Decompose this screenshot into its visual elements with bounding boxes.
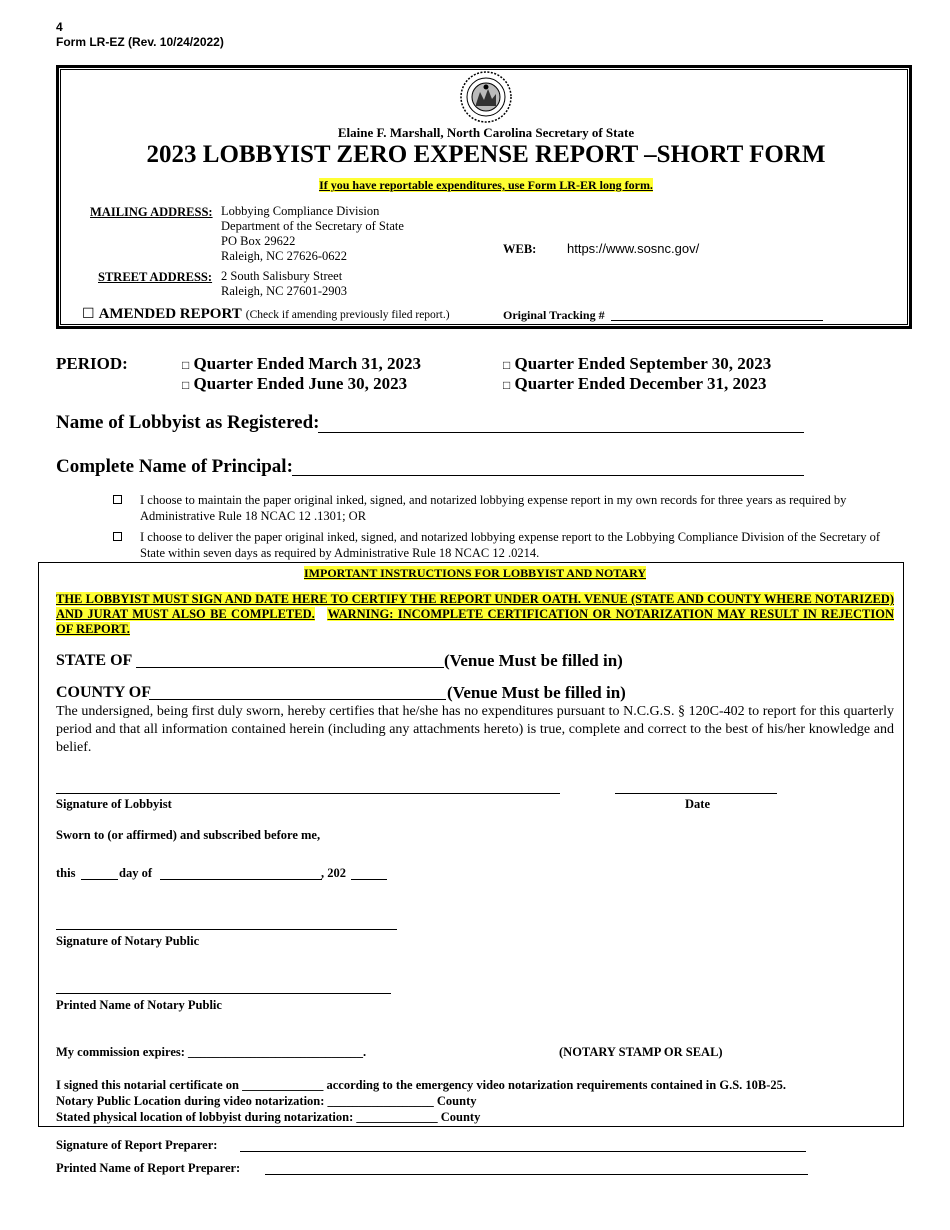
street-label: STREET ADDRESS:	[98, 270, 213, 284]
mailing-address	[221, 204, 404, 264]
lobbyist-location-blank[interactable]: _____________	[356, 1110, 438, 1124]
period-q3[interactable]: □ Quarter Ended September 30, 2023	[503, 354, 772, 373]
state-seal-icon	[458, 70, 514, 124]
period-label: PERIOD:	[56, 354, 128, 373]
mailing-line: Raleigh, NC 27626-0622	[221, 249, 348, 263]
jurat-day-line[interactable]	[81, 879, 118, 880]
commission-expires: My commission expires: ____________________________.	[56, 1045, 367, 1059]
jurat-year-prefix: , 202	[321, 866, 346, 880]
principal-name-line[interactable]	[292, 475, 804, 476]
video-line-3-label: Stated physical location of lobbyist during notarization:	[56, 1110, 354, 1124]
long-form-note-row	[0, 176, 950, 194]
sworn-text: Sworn to (or affirmed) and subscribed before me,	[56, 828, 321, 842]
deliver-report-checkbox[interactable]	[113, 532, 122, 541]
street-address	[221, 269, 347, 299]
period-q2[interactable]: □ Quarter Ended June 30, 2023	[182, 374, 408, 393]
mailing-label: MAILING ADDRESS:	[90, 205, 213, 219]
keep-records-text: I choose to maintain the paper original inked, signed, and notarized lobbying expense report in my own records for three years as required by Administrative Rule 18 NCAC 12 .1301; OR	[140, 493, 847, 523]
street-line: 2 South Salisbury Street	[221, 269, 343, 283]
period-q4-label: Quarter Ended December 31, 2023	[514, 374, 767, 393]
notary-heading: IMPORTANT INSTRUCTIONS FOR LOBBYIST AND NOTARY	[304, 566, 646, 580]
notary-printed-label: Printed Name of Notary Public	[56, 998, 222, 1012]
secretary-name: Elaine F. Marshall, North Carolina Secretary of State	[337, 125, 635, 140]
street-line: Raleigh, NC 27601-2903	[221, 284, 348, 298]
notary-heading-row	[0, 564, 950, 582]
deliver-report-text: I choose to deliver the paper original inked, signed, and notarized lobbying expense report to the Lobbying Compliance Division of the Secretary of State within seven days as required by Administrative Rule 18 NCAC 12 .0214.	[140, 530, 881, 560]
lobbyist-name-label: Name of Lobbyist as Registered:	[56, 412, 320, 433]
keep-records-checkbox[interactable]	[113, 495, 122, 504]
tracking-line[interactable]	[611, 320, 823, 321]
period-q3-label: Quarter Ended September 30, 2023	[514, 354, 772, 373]
mailing-line: PO Box 29622	[221, 234, 296, 248]
principal-name-label: Complete Name of Principal:	[56, 456, 293, 477]
page-number: 4	[56, 20, 63, 34]
preparer-printed-line[interactable]	[265, 1174, 808, 1175]
amended-note: (Check if amending previously filed report.)	[245, 309, 450, 321]
notary-location-blank[interactable]: _________________	[327, 1094, 434, 1108]
county-label: COUNTY OF	[56, 684, 151, 701]
video-line-1	[56, 1077, 786, 1093]
notary-signature-line[interactable]	[56, 929, 397, 930]
notary-signature-label: Signature of Notary Public	[56, 934, 200, 948]
long-form-note: If you have reportable expenditures, use Form LR-ER long form.	[319, 178, 653, 192]
notary-printed-line[interactable]	[56, 993, 391, 994]
lobbyist-signature-label: Signature of Lobbyist	[56, 797, 172, 811]
oath-text: The undersigned, being first duly sworn, hereby certifies that he/she has no expenditures pursuant to N.C.G.S. § 120C-402 to report for this quarterly period and that all information contained herein (including any attachments hereto) is true, complete and correct to the best of his/her knowledge and belief.	[56, 704, 894, 755]
instructions-text: THE LOBBYIST MUST SIGN AND DATE HERE TO CERTIFY THE REPORT UNDER OATH. VENUE (STATE AND COUNTY WHERE NOTARIZED) AND JURAT MUST ALSO BE COMPLETED.	[56, 592, 894, 621]
period-q2-label: Quarter Ended June 30, 2023	[193, 374, 408, 393]
notary-stamp-label: (NOTARY STAMP OR SEAL)	[559, 1045, 723, 1059]
notary-county-label: County	[436, 1094, 477, 1108]
video-line-2	[56, 1093, 477, 1109]
notary-section-box	[38, 562, 904, 1127]
county-line[interactable]	[149, 699, 446, 700]
lobbyist-signature-line[interactable]	[56, 793, 560, 794]
mailing-line: Lobbying Compliance Division	[221, 204, 380, 218]
web-label: WEB:	[503, 242, 537, 256]
amended-label: AMENDED REPORT	[98, 306, 242, 322]
period-q1-label: Quarter Ended March 31, 2023	[193, 354, 421, 373]
preparer-signature-line[interactable]	[240, 1151, 806, 1152]
jurat-month-line[interactable]	[160, 879, 322, 880]
lobbyist-county-label: County	[440, 1110, 481, 1124]
video-line-1b: according to the emergency video notarization requirements contained in G.S. 10B-25.	[326, 1078, 787, 1092]
page-title: 2023 LOBBYIST ZERO EXPENSE REPORT –SHORT FORM	[146, 141, 826, 168]
amended-checkbox[interactable]: ☐	[82, 307, 95, 322]
video-line-2-label: Notary Public Location during video notarization:	[56, 1094, 325, 1108]
form-id: Form LR-EZ (Rev. 10/24/2022)	[56, 35, 224, 49]
jurat-this: this	[56, 866, 76, 880]
jurat-day-of: day of	[119, 866, 152, 880]
state-line[interactable]	[136, 667, 444, 668]
period-q4[interactable]: □ Quarter Ended December 31, 2023	[503, 374, 767, 393]
mailing-line: Department of the Secretary of State	[221, 219, 404, 233]
preparer-printed-label: Printed Name of Report Preparer:	[56, 1161, 241, 1175]
video-line-3	[56, 1109, 480, 1125]
period-q1[interactable]: □ Quarter Ended March 31, 2023	[182, 354, 421, 373]
web-url[interactable]: https://www.sosnc.gov/	[567, 241, 700, 256]
county-venue-note: (Venue Must be filled in)	[447, 683, 626, 702]
jurat-year-line[interactable]	[351, 879, 387, 880]
preparer-signature-label: Signature of Report Preparer:	[56, 1138, 218, 1152]
lobbyist-name-line[interactable]	[318, 432, 804, 433]
state-venue-note: (Venue Must be filled in)	[444, 651, 623, 670]
video-line-1a: I signed this notarial certificate on	[56, 1078, 239, 1092]
notary-instructions	[56, 592, 894, 637]
date-label: Date	[685, 797, 710, 811]
amended-row	[82, 305, 450, 323]
tracking-label: Original Tracking #	[503, 308, 605, 322]
warning-text: WARNING: INCOMPLETE CERTIFICATION OR NOTARIZATION MAY RESULT IN REJECTION OF REPORT.	[56, 607, 894, 636]
date-line[interactable]	[615, 793, 777, 794]
state-label: STATE OF	[56, 652, 133, 669]
video-date-blank[interactable]: _____________	[242, 1078, 324, 1092]
